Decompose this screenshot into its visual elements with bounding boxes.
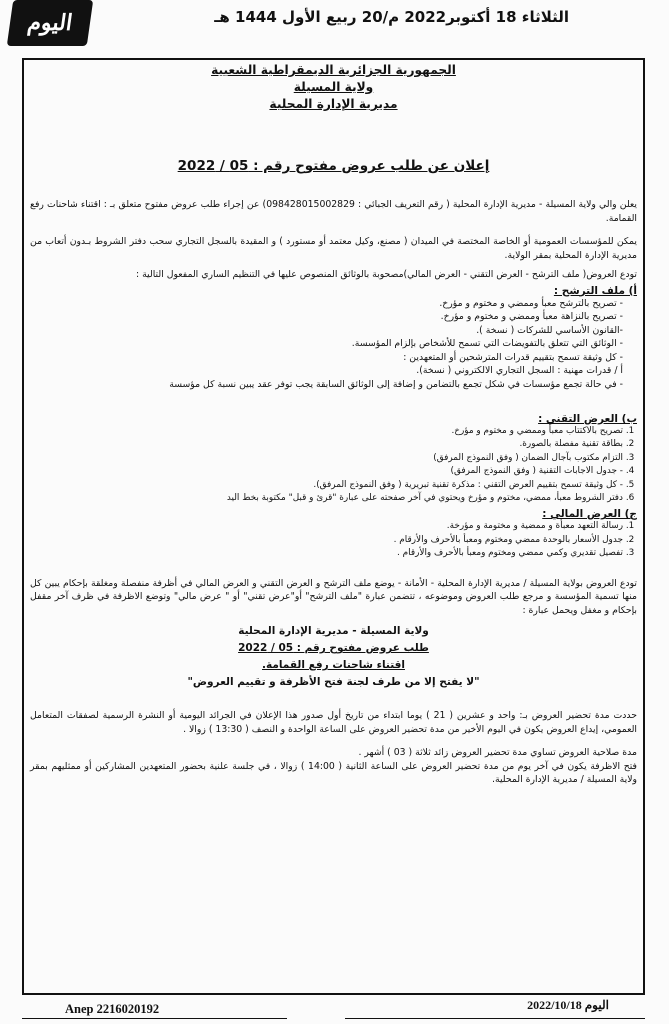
list-item: 2. جدول الأسعار بالوحدة ممضي ومختوم ومعبأ بالأحرف والأرقام . — [30, 534, 623, 547]
withdrawal-paragraph: يمكن للمؤسسات العمومية أو الخاصة المختصة في الميدان ( مصنع، وكيل معتمد أو مستورد ) و المقيدة بالسجل التجاري سحب دفتر الشروط بـدون أتعاب من مديرية الإدارة المحلية بمقر الولاية. — [30, 236, 637, 261]
deposit-intro: تودع العروض( ملف الترشح - العرض التقني - العرض المالي)مصحوبة بالوثائق المنصوص عليها في التنظيم الساري المفعول التالية : — [135, 269, 637, 280]
list-item: 1. رسالة التعهد معبأة و ممضية و مختومة و مؤرخة. — [30, 520, 623, 533]
masthead — [0, 0, 669, 48]
opening-session: فتح الاظرفة يكون في آخر يوم من مدة تحضير العروض على الساعة الثانية ( 14:00 ) زوالا ، في جلسة علنية بحضور المتعهدين المشاركين أو ممثليهم بمقر ولاية المسيلة / مديرية الإدارة المحلية. — [30, 760, 637, 786]
envelope-subject: اقتناء شاحنات رفع القمامة. — [262, 659, 405, 672]
section-a-title: أ) ملف الترشح : — [553, 284, 637, 297]
list-item: -القانون الأساسي للشركات ( نسخة ). — [476, 324, 623, 336]
newspaper-logo: اليوم — [7, 0, 93, 46]
footer-divider — [345, 1018, 645, 1019]
anep-reference: Anep 2216020192 — [65, 1002, 160, 1016]
footer-date: اليوم 2022/10/18 — [527, 998, 609, 1012]
issue-date: الثلاثاء 18 أكتوبر2022 م/20 ربيع الأول 1444 هـ — [214, 8, 569, 26]
announcement-body — [30, 62, 637, 787]
republic-header: الجمهورية الجزائرية الديمقراطية الشعبية — [211, 63, 456, 77]
list-item: أ / قدرات مهنية : السجل التجاري الالكتروني ( نسخة). — [416, 365, 623, 376]
envelope-wilaya: ولاية المسيلة - مديرية الإدارة المحلية — [238, 625, 429, 638]
list-item: - تصريح بالنزاهة معبأ وممضي و مختوم و مؤرخ. — [440, 311, 623, 322]
section-b-title: ب) العرض التقني : — [538, 413, 637, 425]
section-c-title: ج) العرض المالي : — [542, 508, 637, 521]
envelope-tender-ref: طلب عروض مفتوح رقم : 05 / 2022 — [238, 642, 429, 655]
list-item: 1. تصريح بالاكتتاب معبأ وممضي و مختوم و مؤرخ. — [30, 425, 623, 438]
list-item: - في حالة تجمع مؤسسات في شكل تجمع بالتضامن و إضافة إلى الوثائق السابقة يجب توفر عقد يبين نسبة كل مؤسسة — [169, 378, 623, 390]
validity-period: مدة صلاحية العروض تساوي مدة تحضير العروض زائد ثلاثة ( 03 ) أشهر . — [358, 747, 637, 759]
footer-divider — [22, 1018, 287, 1019]
preparation-period: حددت مدة تحضير العروض بـ: واحد و عشرين ( 21 ) يوما ابتداء من تاريخ أول صدور هذا الإعلان في الجرائد اليومية أو النشرة الرسمية لصفقات المتعامل العمومي، إيداع العروض يكون في اليوم الأخير من مدة تحضير العروض على الساعة الواحدة و النصف ( 13:30 ) زوالا . — [30, 710, 637, 735]
list-item: 3. التزام مكتوب بآجال الضمان ( وفق النموذج المرفق) — [30, 452, 623, 465]
list-item: - تصريح بالترشح معبأ وممضي و مختوم و مؤرخ. — [439, 297, 623, 309]
envelope-notice: "لا يفتح إلا من طرف لجنة فتح الأظرفة و تقييم العروض" — [187, 676, 480, 689]
wilaya-header: ولاية المسيلة — [293, 80, 374, 94]
list-item: 4. - جدول الاجابات التقنية ( وفق النموذج المرفق) — [30, 465, 623, 478]
directorate-header: مديرية الإدارة المحلية — [269, 97, 398, 111]
list-item: - الوثائق التي تتعلق بالتفويضات التي تسمح للأشخاص بإلزام المؤسسة. — [351, 338, 623, 349]
list-item: 6. دفتر الشروط معبأ، ممضي، مختوم و مؤرخ ويحتوي في آخر صفحته على عبارة "قرئ و قبل" مكتوبة بخط اليد — [30, 492, 623, 505]
announcement-title: إعلان عن طلب عروض مفتوح رقم : 05 / 2022 — [177, 158, 490, 174]
intro-paragraph: يعلن والي ولاية المسيلة - مديرية الإدارة المحلية ( رقم التعريف الجبائي : 098428015002829) عن إجراء طلب عروض مفتوح متعلق بـ : اقتناء شاحنات رفع القمامة. — [30, 199, 637, 224]
list-item: 2. بطاقة تقنية مفصلة بالصورة. — [30, 438, 623, 451]
list-item: 3. تفصيل تقديري وكمي ممضي ومختوم ومعبأ بالأحرف والأرقام . — [30, 547, 623, 560]
list-item: - كل وثيقة تسمح بتقييم قدرات المترشحين أو المتعهدين : — [403, 351, 623, 363]
deposit-paragraph: تودع العروض بولاية المسيلة / مديرية الإدارة المحلية - الأمانة - يوضع ملف الترشح و العرض التقني و العرض المالي في أظرفة منفصلة ومغلقة بإحكام يبين كل منها تسمية المؤسسة و مرجع طلب العروض وموضوعه ، تتضمن عبارة "ملف الترشح" أو"عرض تقني" أو " عرض مالي" وتوضع الاظرفة في ظرف آخر مقفل بإحكام و مغفل ويحمل عبارة : — [30, 577, 637, 616]
list-item: 5. - كل وثيقة تسمح بتقييم العرض التقني : مذكرة تقنية تبريرية ( وفق النموذج المرفق). — [30, 479, 623, 492]
